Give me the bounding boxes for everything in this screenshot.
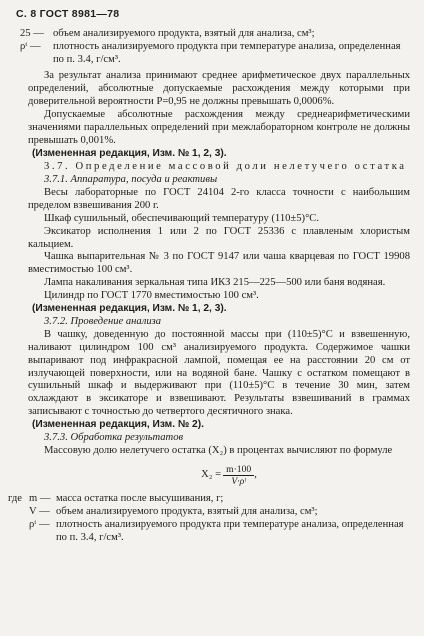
edition-note: (Измененная редакция, Изм. № 1, 2, 3). <box>32 303 227 315</box>
subsection-heading: 3.7.3. Обработка результатов <box>44 432 184 444</box>
edition-note: (Измененная редакция, Изм. № 2). <box>32 419 204 431</box>
definition-symbol: ρᵗ — <box>20 40 41 52</box>
formula <box>48 464 410 487</box>
formula-numerator: m·100 <box>223 464 254 476</box>
definition-text: объем анализируемого продукта, взятый для анализа, см³; <box>53 28 315 39</box>
paragraph-scales: Весы лабораторные по ГОСТ 24104 2-го класса точности с наибольшим пределом взвешивания 200 г. <box>28 186 410 211</box>
subsection-heading: 3.7.1. Аппаратура, посуда и реактивы <box>44 173 218 185</box>
definition-density-rho <box>8 519 410 545</box>
paragraph-cylinder: Цилиндр по ГОСТ 1770 вместимостью 100 см³. <box>44 290 259 302</box>
paragraph-oven: Шкаф сушильный, обеспечивающий температуру (110±5)°С. <box>44 212 320 224</box>
formula-denominator: V·ρᵗ <box>231 475 246 487</box>
definition-mass <box>8 493 410 506</box>
definition-text: объем анализируемого продукта, взятый для анализа, см³; <box>56 505 318 517</box>
definition-symbol: m — <box>29 492 51 504</box>
paragraph-dish: Чашка выпарительная № 3 по ГОСТ 9147 или чаша кварцевая по ГОСТ 19908 вместимостью 100 см³. <box>28 251 410 276</box>
page-header: С. 8 ГОСТ 8981—78 <box>16 8 120 20</box>
section-heading: 3.7. Определение массовой доли нелетучего остатка <box>44 161 407 173</box>
definition-text: плотность анализируемого продукта при температуре анализа, определенная по п. 3.4, г/см³. <box>56 518 404 543</box>
definition-prefix: где <box>8 492 22 504</box>
definition-text: масса остатка после высушивания, г; <box>56 492 224 504</box>
definition-prefix <box>8 506 29 519</box>
definition-symbol: V — <box>29 505 50 517</box>
definition-symbol: 25 — <box>20 28 44 39</box>
edition-note: (Измененная редакция, Изм. № 1, 2, 3). <box>32 148 227 160</box>
paragraph-formula-intro: Массовую долю нелетучего остатка (X₂) в процентах вычисляют по формуле <box>44 445 393 456</box>
subsection-heading: 3.7.2. Проведение анализа <box>44 315 162 327</box>
paragraph-tolerance: Допускаемые абсолютные расхождения между среднеарифметическими значениями параллельных определений при межлабораторном контроле не должны превышать 0,001%. <box>28 109 410 147</box>
definition-density <box>20 41 410 67</box>
paragraph-desiccator: Эксикатор исполнения 1 или 2 по ГОСТ 25336 с плавленым хлористым кальцием. <box>28 225 410 250</box>
formula-tail: , <box>254 468 257 480</box>
document-body <box>8 28 410 545</box>
definition-text: плотность анализируемого продукта при температуре анализа, определенная по п. 3.4, г/см³. <box>53 40 401 65</box>
paragraph-procedure: В чашку, доведенную до постоянной массы при (110±5)°С и взвешенную, наливают цилиндром 100 см³ анализируемого продукта. Содержимое чашки выпаривают под инфракрасной лампой, помещая ее на расстоянии 20 см от излучающей поверхности, или на водяной бане. Чашку с остатком помещают в сушильный шкаф и выдерживают при (110±5)°С в течение 30 мин, затем охлаждают в эксикаторе и взвешивают. Результаты взвешиваний в граммах записывают с точностью до четвертого десятичного знака. <box>28 328 410 418</box>
paragraph-result: За результат анализа принимают среднее арифметическое двух параллельных определений, абсолютные допускаемые расхождения между которыми при доверительной вероятности P=0,95 не должны превышать 0,0006%. <box>28 69 410 107</box>
definition-volume <box>20 28 410 41</box>
definition-volume-v <box>8 506 410 519</box>
paragraph-lamp: Лампа накаливания зеркальная типа ИКЗ 215—225—500 или баня водяная. <box>44 277 386 289</box>
definition-symbol: ρᵗ — <box>29 518 50 530</box>
definition-prefix <box>8 519 29 545</box>
formula-fraction <box>223 464 254 487</box>
formula-lhs: X₂ = <box>201 468 222 480</box>
